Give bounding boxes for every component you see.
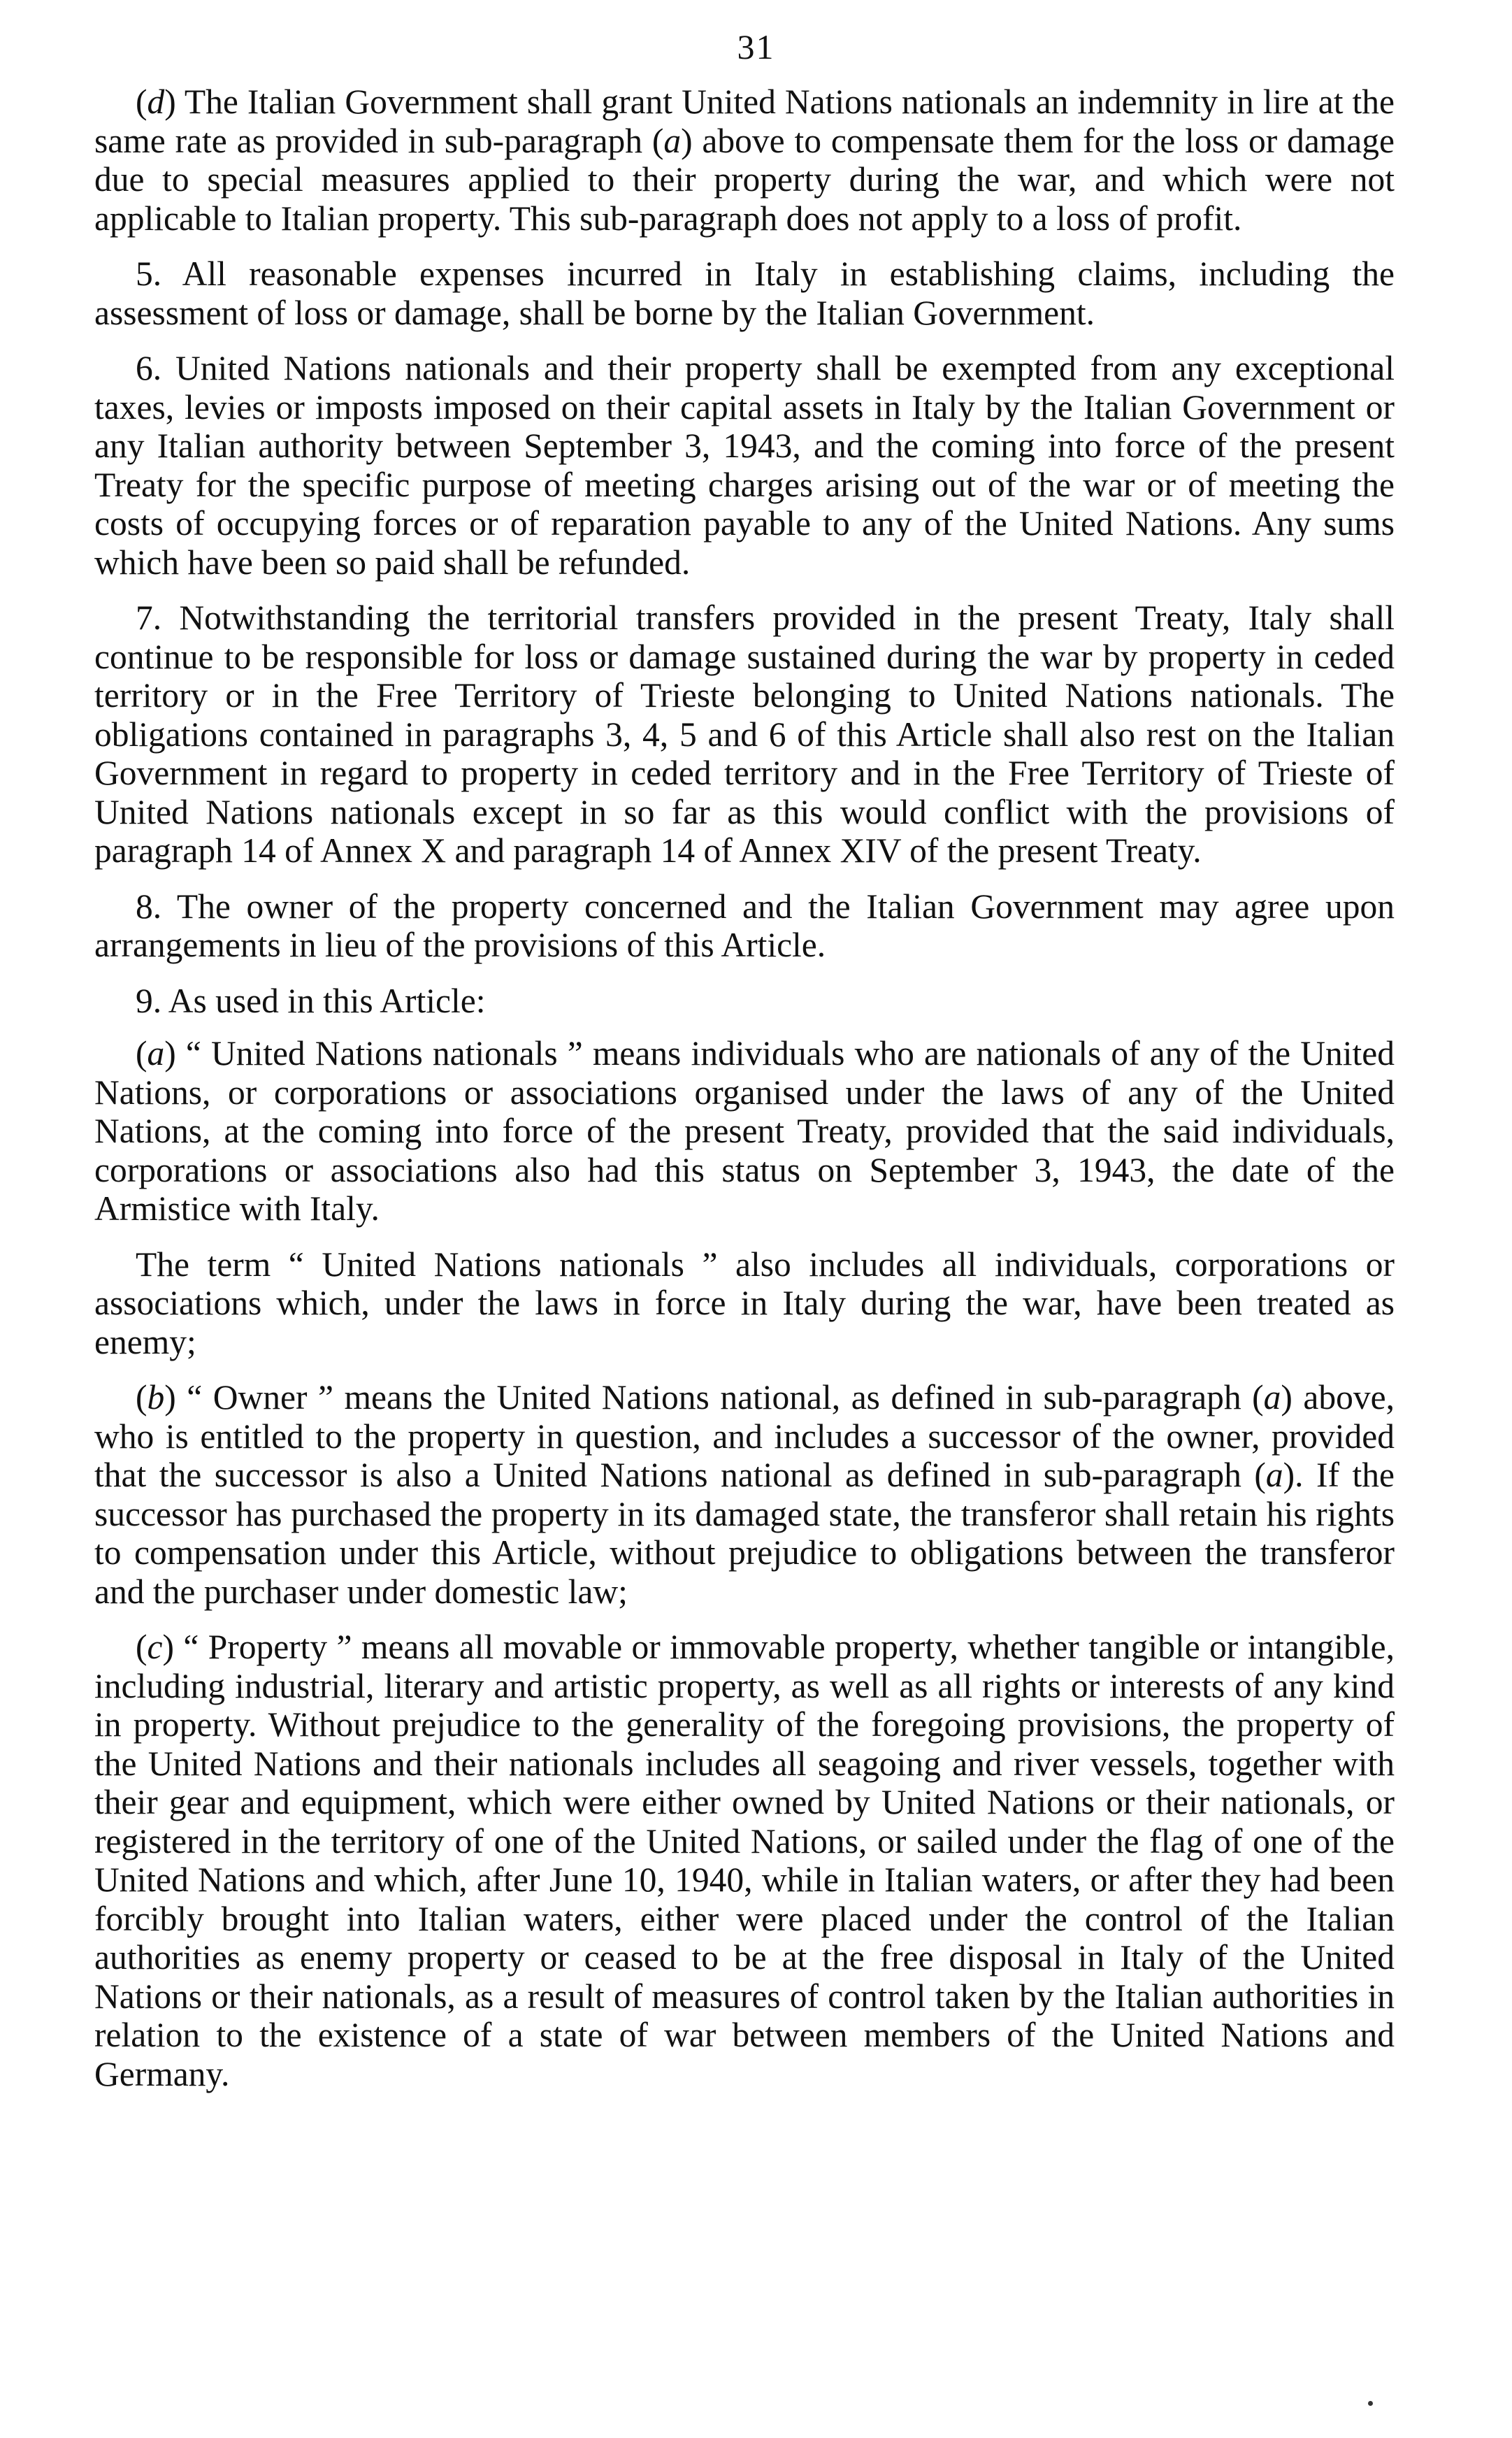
paragraph-7-text: 7. Notwithstanding the territorial transfers provided in the present Treaty, Italy shall continue to be responsible for loss or damage sustained during the war by property in ceded territory or in the Free Territory of Trieste belonging to United Nations nationals. The obligations contained in paragraphs 3, 4, 5 and 6 of this Article shall also rest on the Italian Government in regard to property in ceded territory and in the Free Territory of Trieste of United Nations nationals except in so far as this would conflict with the provisions of paragraph 14 of Annex X and paragraph 14 of Annex XIV of the present Treaty. — [94, 598, 1395, 870]
paragraph-9a-text: a — [147, 1034, 165, 1073]
paragraph-9b — [94, 1378, 1395, 1611]
paragraph-9-text: 9. As used in this Article: — [136, 981, 486, 1020]
paragraph-8-text: 8. The owner of the property concerned and the Italian Government may agree upon arrangements in lieu of the provisions of this Article. — [94, 887, 1395, 964]
paragraph-9c-text: ) “ Property ” means all movable or immovable property, whether tangible or intangible, including industrial, literary and artistic property, as well as all rights or interests of any kind in property. Without prejudice to the generality of the foregoing provisions, the property of the United Nations and their nationals includes all seagoing and river vessels, together with their gear and equipment, which were either owned by United Nations or their nationals, or registered in the territory of one of the United Nations, or sailed under the flag of one of the United Nations and which, after June 10, 1940, while in Italian waters, or after they had been forcibly brought into Italian waters, either were placed under the control of the Italian authorities as enemy property or ceased to be at the free disposal in Italy of the United Nations or their nationals, as a result of measures of control taken by the Italian authorities in relation to the existence of a state of war between members of the United Nations and Germany. — [94, 1628, 1395, 2093]
paragraph-9a — [94, 1034, 1395, 1228]
paragraph-4d-text: ) above to compensate them for the loss or damage due to special measures applied to their property during the war, and which were not applicable to Italian property. This sub-paragraph does not apply to a loss of profit. — [94, 121, 1395, 238]
paragraph-9c-text: ( — [136, 1628, 147, 1666]
paragraph-5-text: 5. All reasonable expenses incurred in Italy in establishing claims, including the assessment of loss or damage, shall be borne by the Italian Government. — [94, 254, 1395, 332]
paragraph-4d-text: d — [147, 83, 165, 121]
paragraph-6-text: 6. United Nations nationals and their property shall be exempted from any exceptional taxes, levies or imposts imposed on their capital assets in Italy by the Italian Government or any Italian authority between September 3, 1943, and the coming into force of the present Treaty for the specific purpose of meeting charges arising out of the war or of meeting the costs of occupying forces or of reparation payable to any of the United Nations. Any sums which have been so paid shall be refunded. — [94, 349, 1395, 582]
paragraph-4d-text: ) The Italian Government shall grant United Nations nationals an indemnity in lire at the same rate as provided in sub-paragraph ( — [94, 83, 1395, 160]
paragraph-9c — [94, 1628, 1395, 2093]
paragraph-4d-text: ( — [136, 83, 147, 121]
paragraph-9b-text: a — [1263, 1378, 1281, 1417]
paragraph-9b-text: ) above, who is entitled to the property in question, and includes a successor of the owner, provided that the successor is also a United Nations national as defined in sub-paragraph ( — [94, 1378, 1395, 1494]
paragraph-8 — [94, 887, 1395, 965]
paragraph-7 — [94, 598, 1395, 870]
paragraph-9 — [94, 982, 1395, 1021]
print-speck — [1368, 2401, 1373, 2406]
paragraph-9b-text: ) “ Owner ” means the United Nations national, as defined in sub-paragraph ( — [164, 1378, 1264, 1417]
paragraph-6 — [94, 349, 1395, 582]
paragraph-9a-text: ) “ United Nations nationals ” means individuals who are nationals of any of the United Nations, or corporations or associations organised under the laws of any of the United Nations, at the coming into force of the present Treaty, provided that the said individuals, corporations or associations also had this status on September 3, 1943, the date of the Armistice with Italy. — [94, 1034, 1395, 1228]
paragraph-4d-text: a — [663, 121, 682, 160]
paragraph-9b-text: ). If the successor has purchased the property in its damaged state, the transferor shall retain his rights to compensation under this Article, without prejudice to obligations between the transferor and the purchaser under domestic law; — [94, 1456, 1395, 1611]
article-body — [94, 83, 1395, 2110]
paragraph-9a-term — [94, 1245, 1395, 1362]
paragraph-9a-term-text: The term “ United Nations nationals ” also includes all individuals, corporations or associations which, under the laws in force in Italy during the war, have been treated as enemy; — [94, 1245, 1395, 1361]
paragraph-9a-text: ( — [136, 1034, 147, 1073]
paragraph-9c-text: c — [147, 1628, 163, 1666]
paragraph-5 — [94, 254, 1395, 332]
paragraph-9b-text: a — [1265, 1456, 1283, 1494]
paragraph-9b-text: ( — [136, 1378, 147, 1417]
page-number: 31 — [737, 27, 775, 66]
paragraph-9b-text: b — [147, 1378, 165, 1417]
paragraph-4d — [94, 83, 1395, 238]
